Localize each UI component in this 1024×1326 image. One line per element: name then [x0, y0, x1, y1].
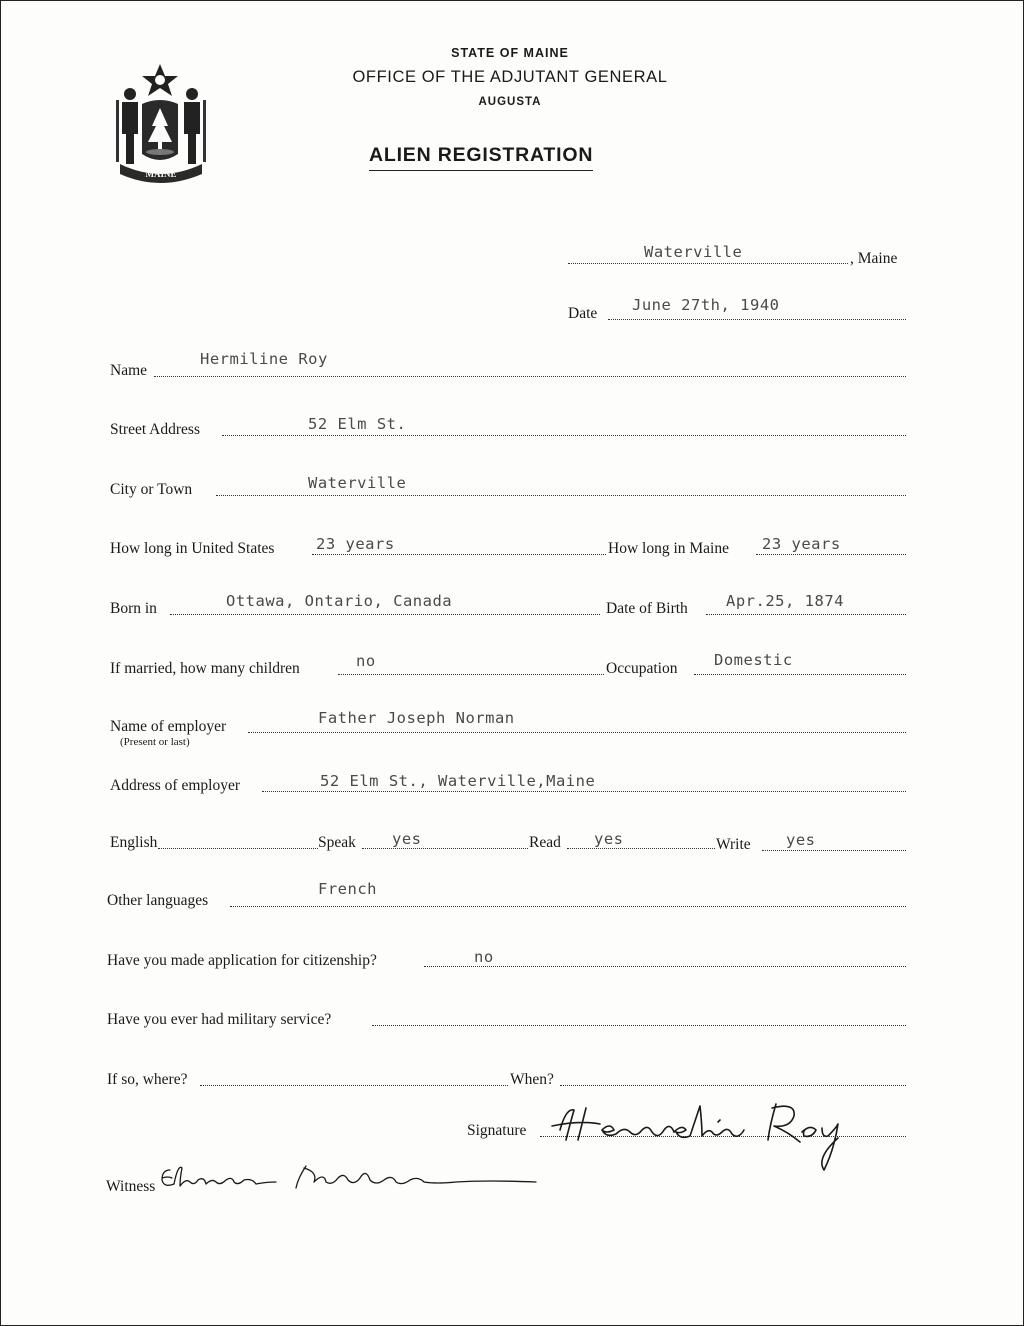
- street-value: 52 Elm St.: [308, 415, 407, 433]
- state-heading: STATE OF MAINE: [451, 46, 569, 60]
- maine-duration-value: 23 years: [762, 535, 841, 553]
- when-line: [560, 1085, 906, 1086]
- when-label: When?: [510, 1071, 554, 1088]
- dob-value: Apr.25, 1874: [726, 592, 844, 610]
- citizenship-line: [424, 966, 906, 967]
- speak-line: [362, 848, 528, 849]
- city-line: [216, 495, 906, 496]
- us-duration-label: How long in United States: [110, 540, 275, 557]
- children-line: [338, 674, 604, 675]
- street-line: [222, 435, 906, 436]
- us-duration-value: 23 years: [316, 535, 395, 553]
- where-label: If so, where?: [107, 1071, 188, 1088]
- where-line: [200, 1085, 508, 1086]
- street-label: Street Address: [110, 421, 200, 438]
- city-value: Waterville: [308, 474, 407, 492]
- read-value: yes: [594, 830, 624, 848]
- name-label: Name: [110, 362, 148, 379]
- speak-label: Speak: [318, 834, 356, 851]
- city-label: City or Town: [110, 481, 193, 498]
- speak-value: yes: [392, 830, 422, 848]
- date-label: Date: [568, 305, 598, 322]
- employer-label: Name of employer: [110, 718, 227, 735]
- employer-address-value: 52 Elm St., Waterville,Maine: [320, 772, 596, 790]
- place-line: [568, 263, 848, 264]
- born-in-line: [170, 614, 600, 615]
- place-value: Waterville: [644, 243, 743, 261]
- form-title: ALIEN REGISTRATION: [369, 144, 593, 171]
- office-heading: OFFICE OF THE ADJUTANT GENERAL: [352, 68, 668, 86]
- occupation-value: Domestic: [714, 651, 793, 669]
- english-label: English: [110, 834, 158, 851]
- signature-handwriting: [540, 1094, 850, 1174]
- us-duration-line: [312, 554, 606, 555]
- name-line: [154, 376, 906, 377]
- born-in-label: Born in: [110, 600, 157, 617]
- english-line: [158, 848, 318, 849]
- military-line: [372, 1025, 906, 1026]
- children-value: no: [356, 652, 376, 670]
- dob-label: Date of Birth: [606, 600, 688, 617]
- place-suffix: , Maine: [850, 250, 898, 267]
- employer-sublabel: (Present or last): [120, 736, 190, 748]
- write-label: Write: [716, 836, 751, 853]
- occupation-label: Occupation: [606, 660, 678, 677]
- citizenship-label: Have you made application for citizenship?: [107, 952, 377, 969]
- read-label: Read: [529, 834, 561, 851]
- maine-seal-icon: [108, 56, 226, 186]
- employer-value: Father Joseph Norman: [318, 709, 515, 727]
- dob-line: [706, 614, 906, 615]
- other-languages-label: Other languages: [107, 892, 209, 909]
- name-value: Hermiline Roy: [200, 350, 328, 368]
- children-label: If married, how many children: [110, 660, 300, 677]
- occupation-line: [694, 674, 906, 675]
- witness-signature: [156, 1158, 546, 1198]
- employer-line: [248, 732, 906, 733]
- write-value: yes: [786, 831, 816, 849]
- maine-duration-label: How long in Maine: [608, 540, 729, 557]
- witness-label: Witness: [106, 1178, 156, 1195]
- city-heading: AUGUSTA: [478, 96, 542, 108]
- write-line: [762, 850, 906, 851]
- date-value: June 27th, 1940: [632, 296, 780, 314]
- citizenship-value: no: [474, 948, 494, 966]
- seal-lettering: MAINE: [145, 169, 177, 179]
- born-in-value: Ottawa, Ontario, Canada: [226, 592, 453, 610]
- military-label: Have you ever had military service?: [107, 1011, 332, 1028]
- employer-address-line: [262, 791, 906, 792]
- date-line: [608, 319, 906, 320]
- signature-label: Signature: [467, 1122, 527, 1139]
- other-languages-line: [230, 906, 906, 907]
- other-languages-value: French: [318, 880, 377, 898]
- read-line: [567, 848, 715, 849]
- maine-duration-line: [756, 554, 906, 555]
- employer-address-label: Address of employer: [110, 777, 240, 794]
